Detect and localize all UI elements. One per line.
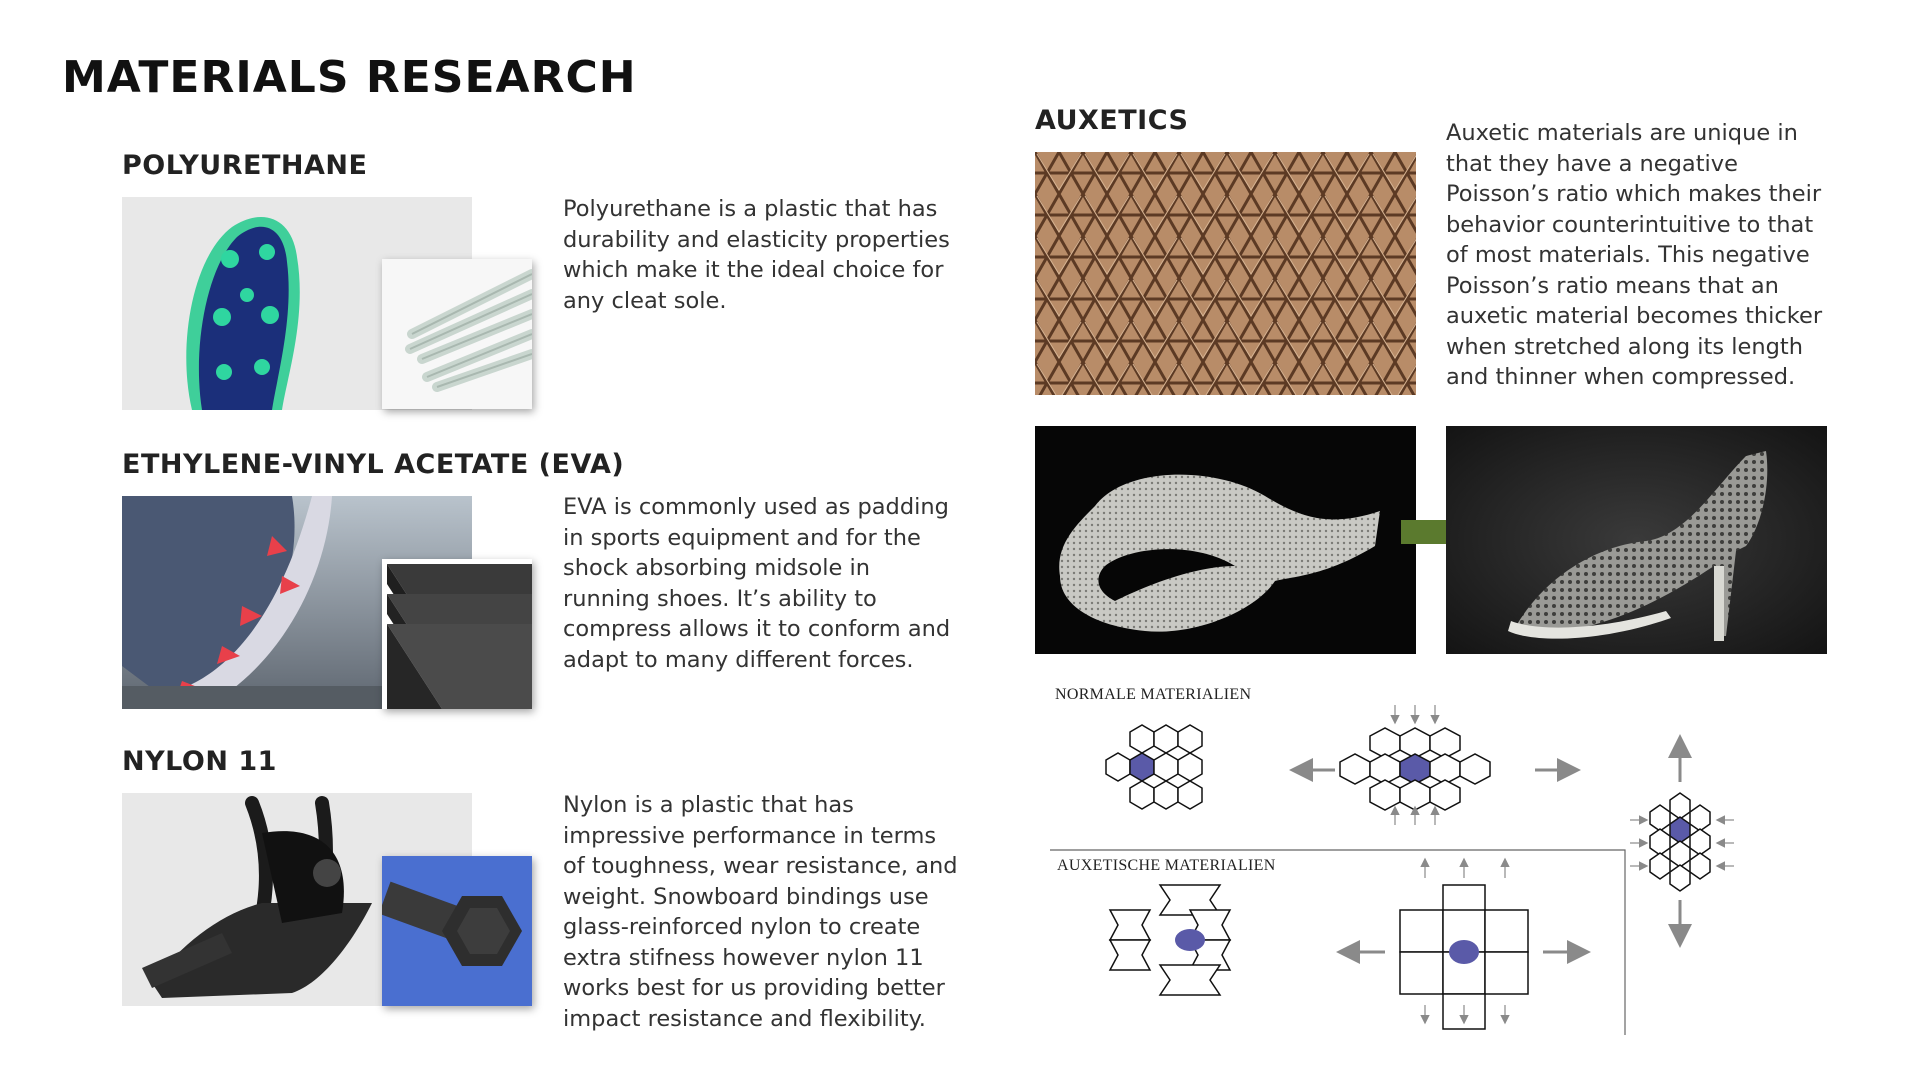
eva-foam-sheets-image <box>382 559 532 709</box>
polyurethane-description: Polyurethane is a plastic that has durability and elasticity properties which make it the ideal choice for any cleat sole. <box>563 196 950 314</box>
nylon-heading: NYLON 11 <box>122 746 277 777</box>
page-title: MATERIALS RESEARCH <box>62 52 637 103</box>
eva-heading: ETHYLENE-VINYL ACETATE (EVA) <box>122 449 625 480</box>
auxetic-pattern-image <box>1035 152 1416 395</box>
eva-description: EVA is commonly used as padding in sports equipment and for the shock absorbing midsole in running shoes. It’s ability to compress allows it to conform and adapt to many different forces. <box>563 494 951 673</box>
nylon-bolt-image <box>382 856 532 1006</box>
auxetic-sheet-image <box>1035 426 1416 654</box>
poisson-ratio-diagram <box>1050 700 1830 1040</box>
nylon-description: Nylon is a plastic that has impressive performance in terms of toughness, wear resistance, and weight. Snowboard bindings use glass-reinforced nylon to create extra stifness however nylon 11 works best for us providing better impact resistance and flexibility. <box>563 792 958 1032</box>
normal-materials-label: NORMALE MATERIALIEN <box>1055 686 1252 703</box>
auxetics-description: Auxetic materials are unique in that they have a negative Poisson’s ratio which makes their behavior counterintuitive to that of most materials. This negative Poisson’s ratio means that an auxetic material becomes thicker when stretched along its length and thinner when compressed. <box>1446 120 1823 390</box>
polyurethane-tubes-image <box>382 259 532 409</box>
auxetics-heading: AUXETICS <box>1035 105 1189 136</box>
auxetic-materials-label: AUXETISCHE MATERIALIEN <box>1057 857 1276 874</box>
auxetic-shoe-image <box>1446 426 1827 654</box>
polyurethane-heading: POLYURETHANE <box>122 150 368 181</box>
